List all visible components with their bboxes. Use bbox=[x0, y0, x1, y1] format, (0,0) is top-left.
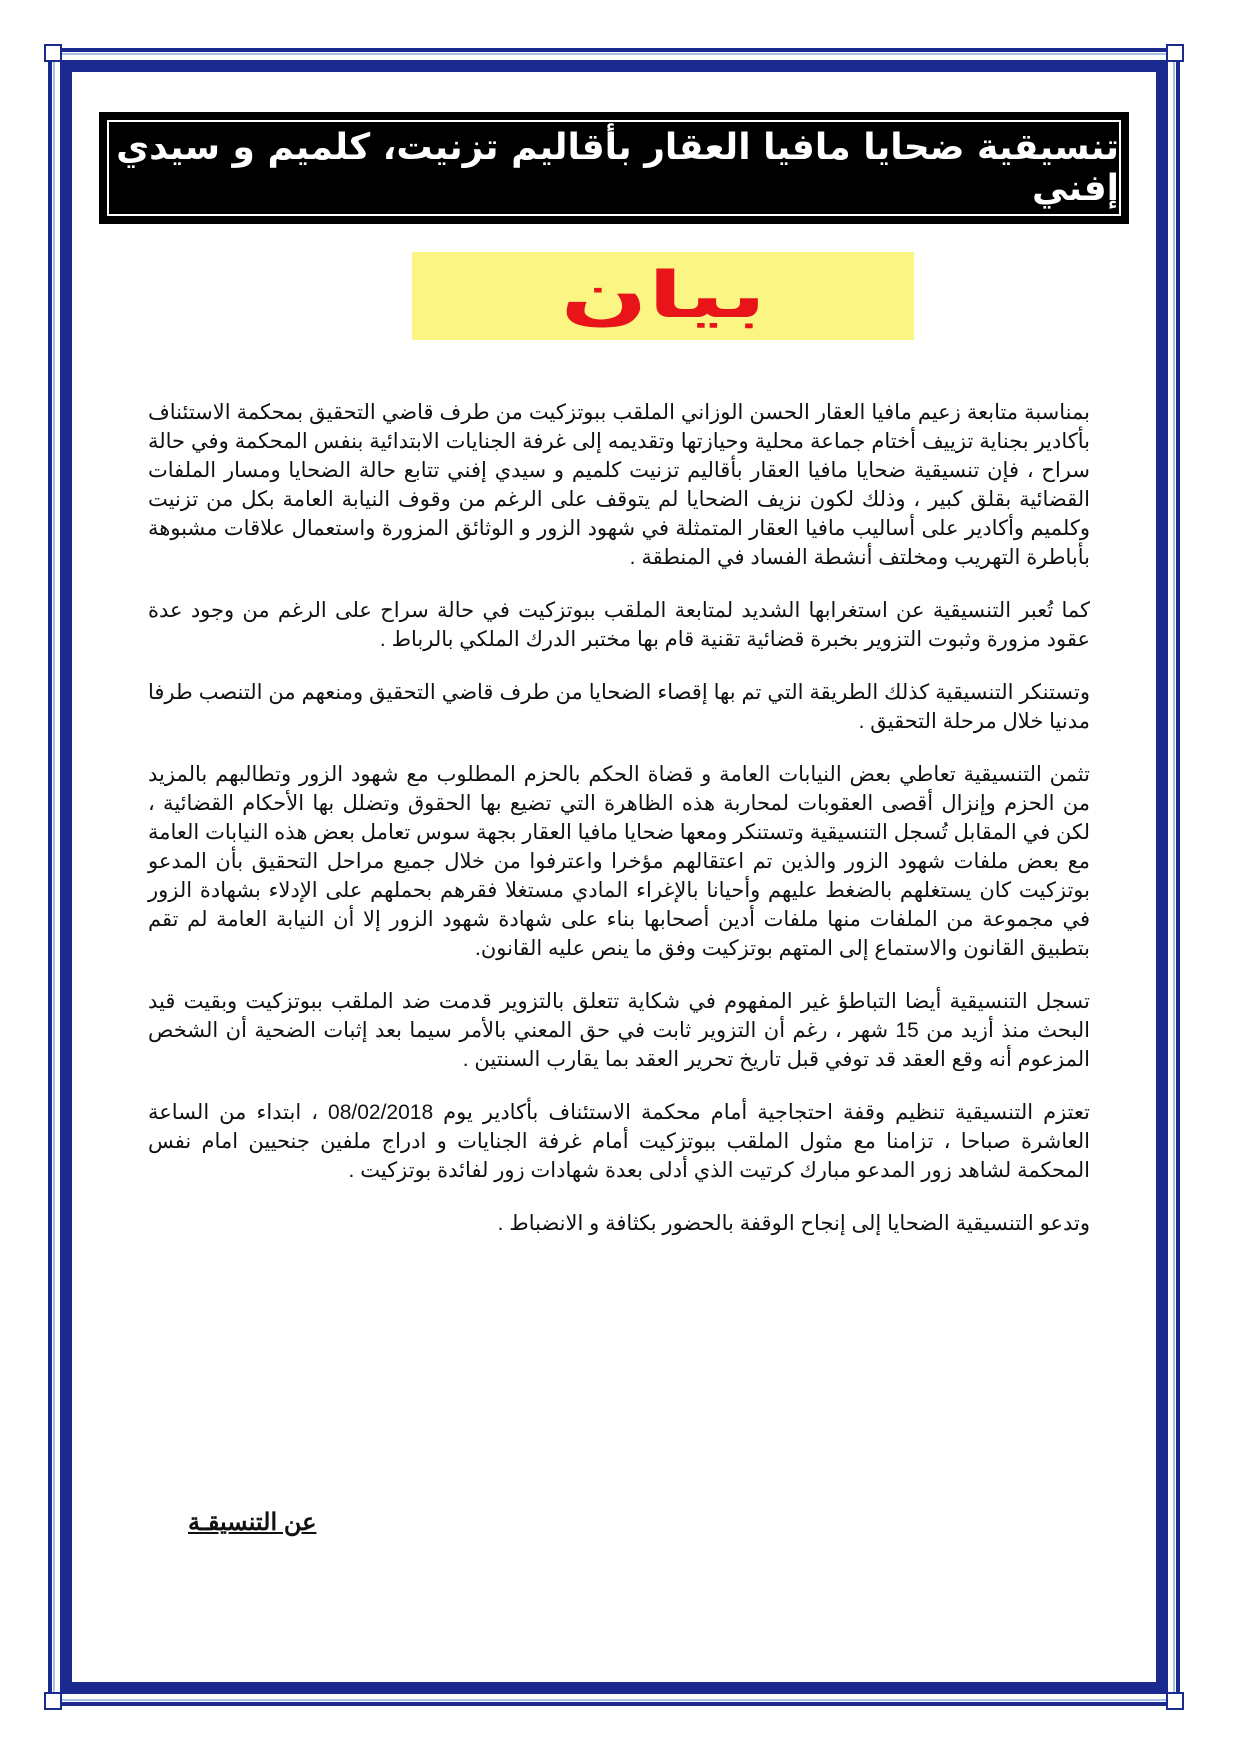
paragraph-6: تعتزم التنسيقية تنظيم وقفة احتجاجية أمام محكمة الاستئناف بأكادير يوم 08/02/2018 ، ابتداء من الساعة العاشرة صباحا ، تزامنا مع مثول الملقب ببوتزكيت أمام غرفة الجنايات و ادراج ملفين جنحيين امام نفس المحكمة لشاهد زور المدعو مبارك كرتيت الذي أدلى بعدة شهادات زور لفائدة بوتزكيت . bbox=[148, 1101, 1090, 1182]
paragraph-3: وتستنكر التنسيقية كذلك الطريقة التي تم بها إقصاء الضحايا من طرف قاضي التحقيق ومنعهم من التنصب طرفا مدنيا خلال مرحلة التحقيق . bbox=[148, 681, 1090, 733]
corner-ornament-bottom-right bbox=[1166, 1692, 1184, 1710]
title-banner-frame bbox=[107, 120, 1121, 216]
statement-label-box bbox=[412, 252, 914, 340]
page-title: تنسيقية ضحايا مافيا العقار بأقاليم تزنيت، كلميم و سيدي إفني bbox=[116, 127, 1119, 209]
paragraph-4: تثمن التنسيقية تعاطي بعض النيابات العامة و قضاة الحكم بالحزم المطلوب مع شهود الزور وتطالبهم بالمزيد من الحزم وإنزال أقصى العقوبات لمحاربة هذه الظاهرة التي تضيع بها الحقوق وتضلل بها الأحكام القضائية ، لكن في المقابل تُسجل التنسيقية وتستنكر ومعها ضحايا مافيا العقار بجهة سوس تعامل بعض هذه النيابات العامة مع بعض ملفات شهود الزور والذين تم اعتقالهم مؤخرا واعترفوا من خلال جميع مراحل التحقيق بأن المدعو بوتزكيت كان يستغلهم بالضغط عليهم وأحيانا بالإغراء المادي مستغلا فقرهم بحملهم على الإدلاء بشهادة الزور في مجموعة من الملفات منها ملفات أدين أصحابها بناء على شهادة شهود الزور إلا أن النيابة العامة لم تقم بتطبيق القانون والاستماع إلى المتهم بوتزكيت وفق ما ينص عليه القانون. bbox=[148, 763, 1090, 960]
corner-ornament-top-left bbox=[44, 44, 62, 62]
statement-body bbox=[148, 398, 1090, 1262]
paragraph-5: تسجل التنسيقية أيضا التباطؤ غير المفهوم في شكاية تتعلق بالتزوير قدمت ضد الملقب ببوتزكيت وبقيت قيد البحث منذ أزيد من 15 شهر ، رغم أن التزوير ثابت في حق المعني بالأمر سيما بعد إثبات الضحية أن الشخص المزعوم أنه وقع العقد قد توفي قبل تاريخ تحرير العقد بما يقارب السنتين . bbox=[148, 990, 1090, 1071]
paragraph-2: كما تُعبر التنسيقية عن استغرابها الشديد لمتابعة الملقب ببوتزكيت في حالة سراح على الرغم من وجود عدة عقود مزورة وثبوت التزوير بخبرة قضائية تقنية قام بها مختبر الدرك الملكي بالرباط . bbox=[148, 599, 1090, 651]
paragraph-1: بمناسبة متابعة زعيم مافيا العقار الحسن الوزاني الملقب ببوتزكيت من طرف قاضي التحقيق بمحكمة الاستئناف بأكادير بجناية تزييف أختام جماعة محلية وحيازتها وتقديمه إلى غرفة الجنايات الابتدائية بنفس المحكمة وفي حالة سراح ، فإن تنسيقية ضحايا مافيا العقار بأقاليم تزنيت كلميم و سيدي إفني تتابع حالة الضحايا ومسار الملفات القضائية بقلق كبير ، وذلك لكون نزيف الضحايا لم يتوقف على الرغم من وقوف النيابة العامة بكل من تزنيت وكلميم وأكادير على أساليب مافيا العقار المتمثلة في شهود الزور و الوثائق المزورة واستعمال علاقات مشبوهة بأباطرة التهريب ومخلتف أنشطة الفساد في المنطقة . bbox=[148, 401, 1090, 569]
statement-label: بيان bbox=[559, 259, 767, 333]
corner-ornament-top-right bbox=[1166, 44, 1184, 62]
signature: عن التنسيقـة bbox=[188, 1509, 317, 1536]
paragraph-7: وتدعو التنسيقية الضحايا إلى إنجاح الوقفة بالحضور بكثافة و الانضباط . bbox=[497, 1212, 1090, 1235]
title-banner bbox=[99, 112, 1129, 224]
corner-ornament-bottom-left bbox=[44, 1692, 62, 1710]
